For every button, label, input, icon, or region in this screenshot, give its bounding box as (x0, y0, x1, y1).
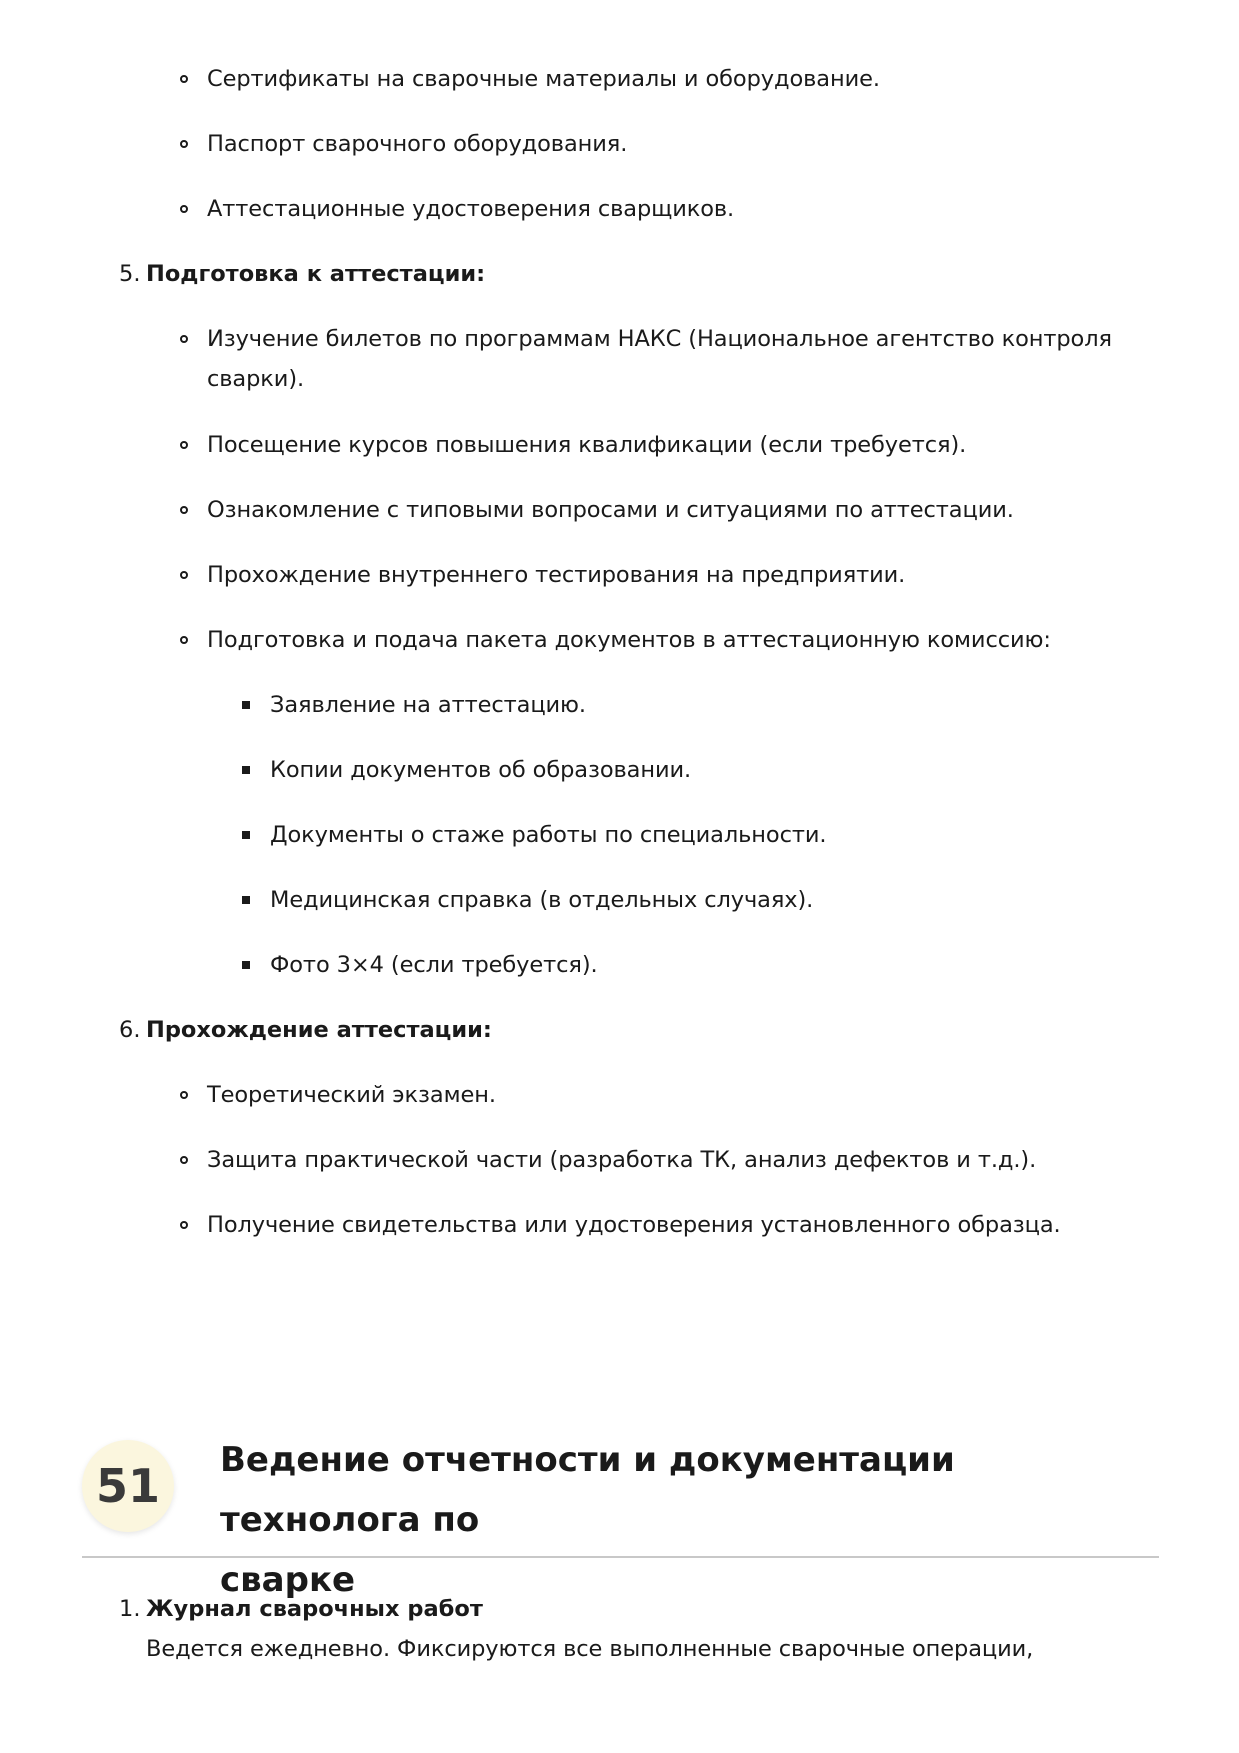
list-item: Посещение курсов повышения квалификации (если требуется). (207, 432, 967, 458)
list-item: Изучение билетов по программам НАКС (Национальное агентство контроля (207, 326, 1112, 352)
section-title-line: Ведение отчетности и документации технолога по (220, 1440, 955, 1540)
square-bullet-icon (242, 961, 250, 969)
square-bullet-icon (242, 701, 250, 709)
step-number: 5. (119, 261, 141, 287)
list-item: Аттестационные удостоверения сварщиков. (207, 196, 735, 222)
list-item: Теоретический экзамен. (207, 1082, 496, 1108)
circle-bullet-icon (180, 571, 188, 579)
circle-bullet-icon (180, 1091, 188, 1099)
square-bullet-icon (242, 896, 250, 904)
list-item: Ознакомление с типовыми вопросами и ситуациями по аттестации. (207, 497, 1014, 523)
sub-list-item: Копии документов об образовании. (270, 757, 692, 783)
sub-list-item: Фото 3×4 (если требуется). (270, 952, 598, 978)
section-header (82, 1430, 1159, 1600)
list-item: Подготовка и подача пакета документов в аттестационную комиссию: (207, 627, 1051, 653)
square-bullet-icon (242, 831, 250, 839)
list-item: Получение свидетельства или удостоверения установленного образца. (207, 1212, 1061, 1238)
section-title (220, 1430, 1160, 1610)
section-number-badge: 51 (82, 1440, 174, 1532)
circle-bullet-icon (180, 75, 188, 83)
list-item: Сертификаты на сварочные материалы и оборудование. (207, 66, 880, 92)
paragraph-text: Ведется ежедневно. Фиксируются все выполненные сварочные операции, (146, 1636, 1034, 1662)
sub-list-item: Медицинская справка (в отдельных случаях). (270, 887, 814, 913)
step-title: Прохождение аттестации: (146, 1017, 492, 1043)
list-item: Защита практической части (разработка ТК, анализ дефектов и т.д.). (207, 1147, 1037, 1173)
list-item: Паспорт сварочного оборудования. (207, 131, 628, 157)
sub-list-item: Заявление на аттестацию. (270, 692, 586, 718)
step-number: 1. (119, 1596, 141, 1622)
circle-bullet-icon (180, 140, 188, 148)
circle-bullet-icon (180, 441, 188, 449)
section-title-line: сварке (220, 1560, 356, 1600)
circle-bullet-icon (180, 1156, 188, 1164)
step-number: 6. (119, 1017, 141, 1043)
step-title: Подготовка к аттестации: (146, 261, 486, 287)
sub-list-item: Документы о стаже работы по специальности. (270, 822, 827, 848)
circle-bullet-icon (180, 506, 188, 514)
square-bullet-icon (242, 766, 250, 774)
list-item-continuation: сварки). (207, 366, 305, 392)
list-item: Прохождение внутреннего тестирования на предприятии. (207, 562, 906, 588)
circle-bullet-icon (180, 205, 188, 213)
circle-bullet-icon (180, 636, 188, 644)
circle-bullet-icon (180, 1221, 188, 1229)
circle-bullet-icon (180, 335, 188, 343)
step-title: Журнал сварочных работ (146, 1596, 483, 1622)
